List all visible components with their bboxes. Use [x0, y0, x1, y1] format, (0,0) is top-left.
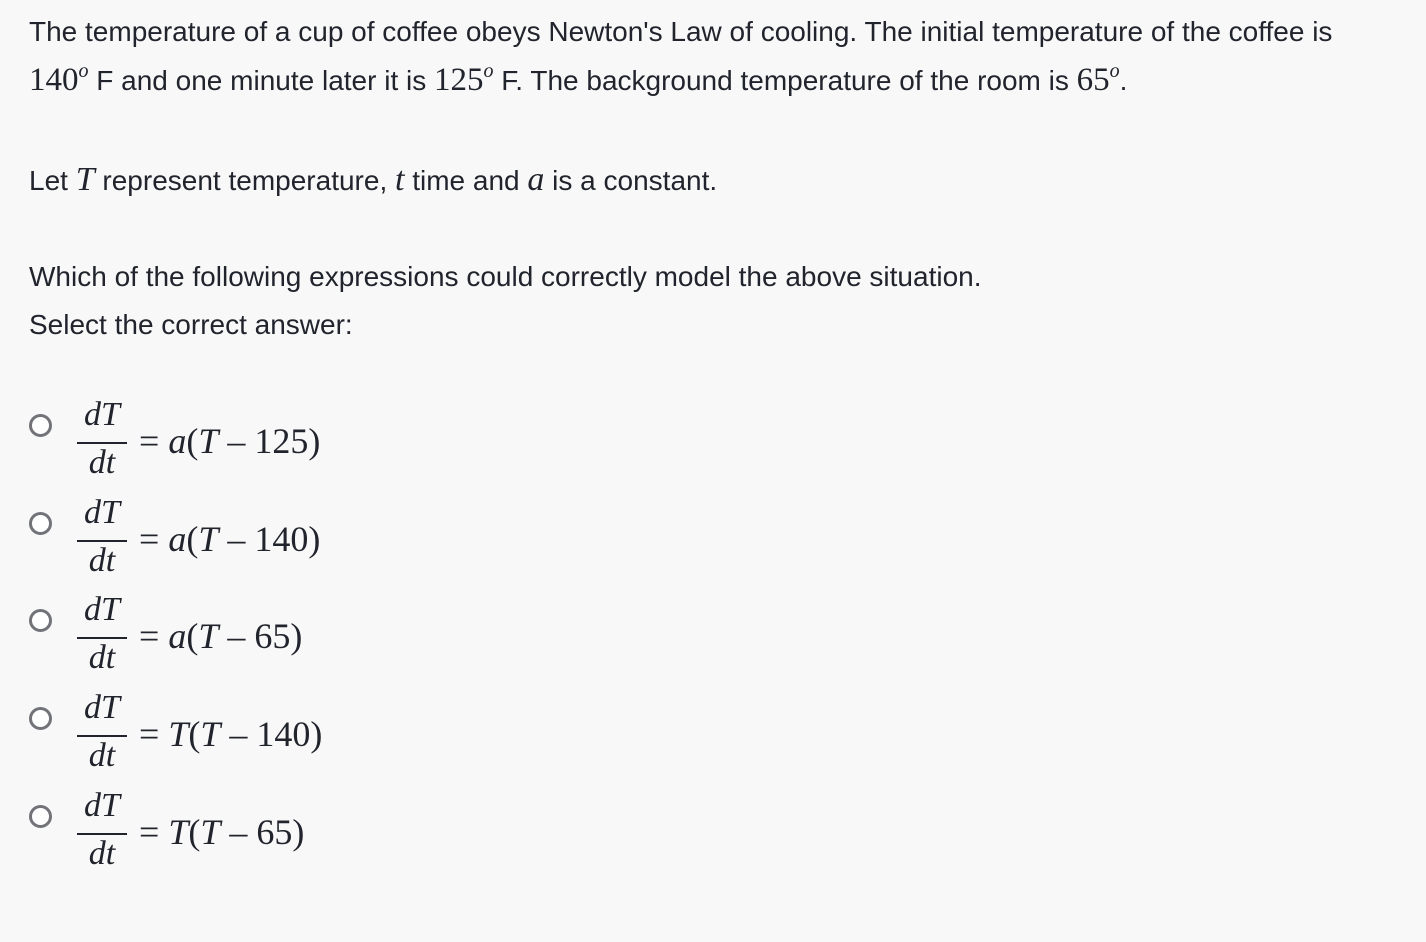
choice-expression: = T(T – 65): [139, 812, 305, 852]
statement-text: The temperature of a cup of coffee obeys Newton's Law of cooling. The initial temperature of the coffee is: [29, 16, 1333, 47]
var-a: a: [527, 161, 545, 198]
select-answer-label: Select the correct answer:: [29, 309, 353, 340]
choice-1[interactable]: dT dt = a(T – 125): [29, 402, 529, 500]
var-t: t: [395, 161, 405, 198]
choice-expression: = a(T – 65): [139, 616, 303, 656]
choice-2[interactable]: dT dt = a(T – 140): [29, 500, 529, 598]
question-prompt: Which of the following expressions could correctly model the above situation.: [29, 261, 982, 292]
choice-expression: = a(T – 125): [139, 421, 321, 461]
choice-3[interactable]: dT dt = a(T – 65): [29, 597, 529, 695]
room-temp-value: 65$^o$: [1076, 60, 1120, 98]
choice-expression: = a(T – 140): [139, 519, 321, 559]
later-temp-value: 125$^o$: [434, 60, 494, 98]
radio-button[interactable]: [29, 707, 52, 730]
radio-button[interactable]: [29, 512, 52, 535]
radio-button[interactable]: [29, 414, 52, 437]
choice-4[interactable]: dT dt = T(T – 140): [29, 695, 529, 793]
choice-expression: = T(T – 140): [139, 714, 323, 754]
var-T: T: [75, 161, 95, 198]
problem-statement: The temperature of a cup of coffee obeys Newton's Law of cooling. The initial temperature of the coffee is 140$^o$ F and one minute later it is 125$^o$ F. The background temperature of the room is 65$^o$.: [29, 16, 1333, 98]
radio-button[interactable]: [29, 609, 52, 632]
question-text: [29, 8, 1399, 349]
radio-button[interactable]: [29, 805, 52, 828]
statement-text: F. The background temperature of the room is: [493, 65, 1077, 96]
initial-temp-value: 140$^o$: [29, 60, 89, 98]
variable-definitions: Let T represent temperature, t time and a is a constant.: [29, 161, 718, 198]
choice-5[interactable]: dT dt = T(T – 65): [29, 793, 529, 891]
statement-text: F and one minute later it is: [88, 65, 435, 96]
